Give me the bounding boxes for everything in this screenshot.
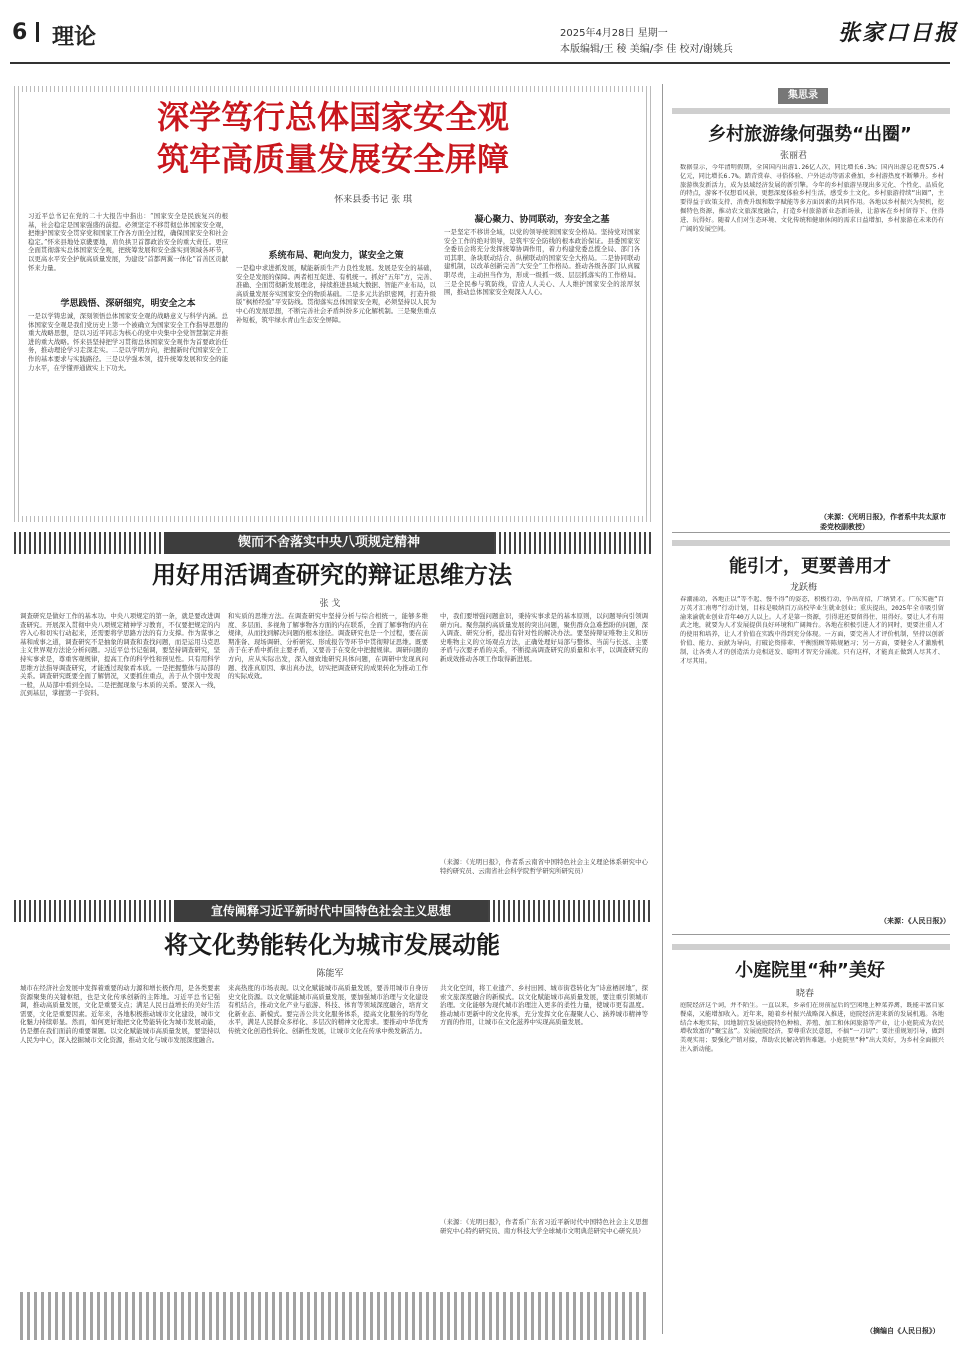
sidebar1-author: 张丽君 [780,151,808,161]
sidebar1-divider [672,532,950,533]
page-header [0,0,960,62]
sidebar1-body: 数据显示，今年清明假期，全国国内出游1.26亿人次，同比增长6.3%；国内出游总花费575.4亿元，同比增长6.7%。踏青赏春、寻俗体验、户外运动等需求叠加，乡村游热度不断攀升。乡村旅游焕发新活力，成为县域经济发展的新引擎。今年的乡村旅游呈现出多元化、个性化、品质化的特点，游客不仅想看风景，更想深度体验乡村生活，感受乡土文化。乡村旅游持续“出圈”，主要得益于政策支持、消费升级和数字赋能等多方面因素的共同作用。各地以乡村振兴为契机，挖掘特色资源，推动农文旅深度融合，打造乡村旅游新业态新场景，让游客在乡村留得下、住得进、玩得好。随着人们对生态环境、文化传统和健康休闲的需求日益增加，乡村旅游在未来仍有广阔的发展空间。 [680,164,944,233]
article2-col2: 和实质的思维方法。在调查研究中坚持分析与综合相统一，能够多维度、多层面、多视角了解事物各方面的内在联系，全面了解事物的内在规律，从而找到解决问题的根本途径。调查研究也是一个过程，要在前期准备、现场调研、分析研究、形成报告等环节中贯彻辩证思维。既要善于在矛盾中抓住主要矛盾，又要善于在变化中把握规律。调研问题的方向，应从实际出发，深入细致地研究具体问题，在调研中发现真问题、找准真原因、拿出真办法，切实把调查研究的成果转化为推动工作的实际成效。 [228,612,428,681]
banner2-left-stripes [14,532,164,554]
header-rule [10,62,950,64]
article1-subhead2: 系统布局、靶向发力，谋安全之策 [268,251,404,261]
article1-subhead3: 凝心聚力、协同联动，夯安全之基 [474,215,610,225]
sidebar2-divider [672,934,950,935]
article1-col1: 一是以学铸忠诚，深刻领悟总体国家安全观的战略意义与科学内涵。总体国家安全观是我们党历史上第一个被确立为国家安全工作指导思想的重大战略思想，是以习近平同志为核心的党中央集中全党智慧制定并推进的重大战略。怀来县坚持把学习贯彻总体国家安全观作为首要政治任务，推动理论学习走深走实。二是以学明方向，把握新时代国家安全工作的基本要求与实践路径。三是以学强本领，提升统筹发展和安全的能力水平，在学懂弄通做实上下功夫。 [28,312,228,372]
banner2: 锲而不舍落实中央八项规定精神 [164,532,494,554]
article2-col3: 中，我们要增强问题意识，秉持实事求是的基本原则，以问题导向引领调研方向。聚焦制约高质量发展的突出问题，聚焦群众急难愁盼的问题，深入调查、研究分析，提出有针对性的解决办法。要坚持辩证唯物主义和历史唯物主义的立场观点方法，正确处理好局部与整体、当前与长远、主要矛盾与次要矛盾的关系，不断提高调查研究的质量和水平，以调查研究的新成效推动各项工作取得新进展。 [440,612,648,663]
banner3: 宣传阐释习近平新时代中国特色社会主义思想 [174,900,488,922]
article3-source: （来源：《光明日报》，作者系广东省习近平新时代中国特色社会主义思想研究中心特约研究员、南方科技大学全球城市文明典范研究中心研究员） [440,1218,648,1235]
page-number: 6 [12,20,28,45]
banner3-right-stripes [488,900,652,922]
sidebar-divider [662,84,663,1334]
article1-top-border [14,86,652,92]
banner3-left-stripes [14,900,174,922]
sidebar3-body: 庭院经济这个词，并不陌生。一直以来，乡亲们在房前屋后的空闲地上种菜养禽，既能丰富自家餐桌，又能增加收入。近年来，随着乡村振兴战略深入推进，庭院经济迎来新的发展机遇。各地结合本地实际，因地制宜发展庭院特色种植、养殖、加工和休闲旅游等产业，让小庭院成为农民增收致富的“聚宝盆”。发展庭院经济，要尊重农民意愿，不搞“一刀切”；要注重规划引导，做到美观实用；要强化产销对接，帮助农民解决销售难题。小庭院里“种”出大美好，为乡村全面振兴注入新动能。 [680,1002,944,1053]
sidebar-section-label: 集思录 [778,88,828,104]
sidebar1-top-bar [672,108,950,114]
article1-col2: 一是稳中求进抓发展，赋能新质生产力良性发展。发展是安全的基础，安全是发展的保障。两者相互促进、有机统一。抓好“五年”方，完善、准确、全面贯彻新发展理念，持续推进县域大数据、智能产业布局，以高质量发展夯实国家安全的物质基础。二是多元共治织密网，打造升级版“枫桥经验”平安防线。贯彻落实总体国家安全观，必须坚持以人民为中心的发展思想，不断完善社会矛盾纠纷多元化解机制。三是聚焦重点补短板，筑牢绿水青山生态安全屏障。 [236,264,436,324]
article1-right-border [646,86,652,522]
sidebar2-title: 能引才，更要善用才 [729,556,891,577]
sidebar2-top-bar [672,540,950,546]
sidebar3-title: 小庭院里“种”美好 [735,960,885,981]
decorative-graphic [20,1292,650,1340]
article1-title-line2: 筑牢高质量发展安全屏障 [156,140,509,178]
sidebar2-source: （来源：《人民日报》） [880,917,950,925]
issue-date: 2025年4月28日 星期一 [560,28,668,39]
sidebar2-body: 春潮涌动，各地正以“等不起、慢不得”的姿态，积极行动，争出奇招，广纳贤才。广东实施“百万英才汇南粤”行动计划，目标是吸纳百万高校毕业生就业创业；重庆提出，2025年全市吸引留渝来渝就业创业青年40万人以上。人才是第一资源，引得进还要留得住、用得好。要让人才有用武之地，就要为人才发展提供良好环境和广阔舞台。各地在积极引进人才的同时，更要注重人才的使用和培养，让人才价值在实践中得到充分体现。一方面，要完善人才评价机制，坚持以创新价值、能力、贡献为导向，打破论资排辈、平衡照顾等陈规陋习；另一方面，要健全人才激励机制，让各类人才的创造活力竞相迸发、聪明才智充分涌流。只有这样，才能真正做到人尽其才、才尽其用。 [680,596,944,665]
article3-col1: 城市在经济社会发展中发挥着重要的动力源和增长极作用，是各类要素资源聚集的关键枢纽，也是文化传承创新的主阵地。习近平总书记强调，推动高质量发展，文化是重要支点；满足人民日益增长的美好生活需要，文化是重要因素。近年来，各地积极推动城市文化建设，城市文化魅力持续彰显。然而，如何更好地把文化势能转化为城市发展动能，仍是摆在我们面前的重要课题。以文化赋能城市高质量发展，要坚持以人民为中心，深入挖掘城市文化资源，推动文化与城市发展深度融合。 [20,984,220,1044]
article3-title: 将文化势能转化为城市发展动能 [164,931,500,959]
article1-byline: 怀来县委书记 张 琪 [334,195,412,205]
sidebar2-author: 龙跃梅 [790,583,818,593]
sidebar1-title: 乡村旅游缘何强势“出圈” [708,124,912,145]
sidebar1-source: （来源：《光明日报》，作者系中共太原市委党校副教授） [820,513,946,531]
article2-title: 用好用活调查研究的辩证思维方法 [152,561,512,589]
sidebar3-top-bar [672,944,950,950]
newspaper-masthead: 张家口日报 [838,20,959,46]
section-name: 理论 [52,25,97,50]
article2-col1: 调查研究是做好工作的基本功。中央八项规定的第一条，就是要改进调查研究。开展深入贯彻中央八项规定精神学习教育，不仅要把规定的内容入心和切实行动起来，还需要将学思路方法的有力支撑。作为谋事之基和成事之道，调查研究不是抽象的调查和查找问题，而是运用马克思主义世界观方法论分析问题。习近平总书记强调，要坚持调查研究，坚持实事求是，尊重客观规律，提高工作的科学性和预见性。只有用科学思维方法指导调查研究，才能透过现象看本质。一是把握整体与局部的关系。调查研究既要全面了解情况，又要抓住重点，善于从个别中发现一般，从局部中看到全局。二是把握现象与本质的关系。要深入一线，沉到基层，掌握第一手资料。 [20,612,220,698]
article3-byline: 陈能军 [316,969,344,979]
header-divider [36,22,39,42]
article1-bottom-border [14,516,652,522]
article1-col3: 一是坚定不移讲全域，以党的领导统领国家安全格局。坚持党对国家安全工作的绝对领导，是筑牢安全防线的根本政治保证。县委国家安全委员会将充分发挥统筹协调作用，着力构建党委总揽全局、部门各司其职、条块联动结合、纵横联动的国家安全大格局。二是协同联动建机制，以改革创新完善“大安全”工作格局。推动各级各部门认真履职尽责，主动担当作为，形成一级抓一级、层层抓落实的工作格局。三是全民参与筑防线，营造人人关心、人人维护国家安全的浓厚氛围，推动总体国家安全观深入人心。 [444,228,640,297]
article1-title [20,96,646,180]
banner2-right-stripes [494,532,652,554]
editor-credits: 本版编辑/王 稜 美编/李 佳 校对/谢姚兵 [560,44,733,55]
article1-subhead1: 学思践悟、深研细究，明安全之本 [60,299,196,309]
article2-byline: 张 戈 [319,599,341,609]
article2-source: （来源：《光明日报》，作者系云南省中国特色社会主义理论体系研究中心特约研究员、云南省社会科学院哲学研究所研究员） [440,858,648,875]
sidebar3-source: （摘编自《人民日报》） [866,1327,940,1335]
article3-col2: 来高热度的市场表现。以文化赋能城市高质量发展，要善用城市自身历史文化资源。以文化赋能城市高质量发展，要加强城市治理与文化建设有机结合，推动文化产业与旅游、科技、体育等领域深度融合，培育文化新业态、新模式。要完善公共文化服务体系，提高文化服务的均等化水平，满足人民群众多样化、多层次的精神文化需求。要推动中华优秀传统文化创造性转化、创新性发展，让城市文化在传承中焕发新活力。 [228,984,428,1035]
article1-intro: 习近平总书记在党的二十大报告中指出：“国家安全是民族复兴的根基，社会稳定是国家强盛的前提。必须坚定不移贯彻总体国家安全观，把维护国家安全贯穿党和国家工作各方面全过程，确保国家安全和社会稳定。”怀来县地处京畿要地，肩负拱卫首都政治安全的重大责任。更应全面贯彻落实总体国家安全观，把统筹发展和安全落实到领域各环节，以更高水平安全护航高质量发展，为建设“首都两翼一体化”首善区贡献怀来力量。 [28,212,228,272]
article1-title-line1: 深学笃行总体国家安全观 [156,98,509,136]
article3-col3: 共文化空间，将工业遗产、乡村田园、城市街巷转化为“诗意栖居地”，探索文旅深度融合的新模式。以文化赋能城市高质量发展，要注重引领城市治理。文化能够为现代城市治理注入更多的柔性力量，使城市更有温度。推动城市更新中的文化传承，充分发挥文化在凝聚人心、涵养城市精神等方面的作用，让城市在文化滋养中实现高质量发展。 [440,984,648,1027]
sidebar3-author: 晓春 [796,989,815,999]
